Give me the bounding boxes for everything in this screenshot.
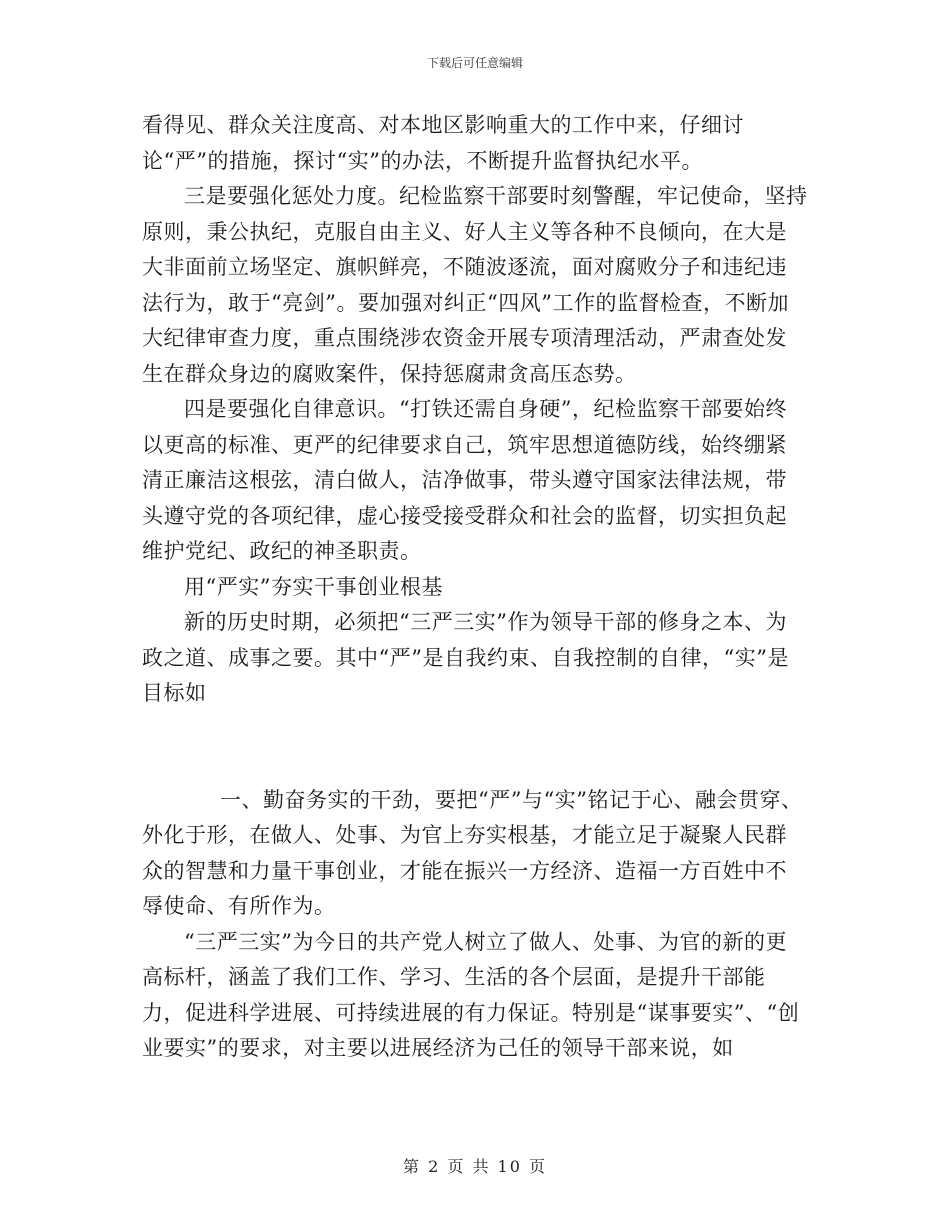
paragraph-section-one: 一、勤奋务实的干劲，要把“严”与“实”铭记于心、融会贯穿、外化于形，在做人、处事、为官上夯实根基，才能立足于凝聚人民群众的智慧和力量干事创业，才能在振兴一方经济、造福一方百姓中不辱使命、有所作为。 bbox=[142, 787, 803, 918]
section-heading: 用“严实”夯实干事创业根基 bbox=[184, 574, 443, 599]
paragraph-gap bbox=[142, 712, 808, 783]
paragraph-point-three: 三是要强化惩处力度。纪检监察干部要时刻警醒，牢记使命，坚持原则，秉公执纪，克服自由主义、好人主义等各种不良倾向，在大是大非面前立场坚定、旗帜鲜亮，不随波逐流，面对腐败分子和违纪违法行为，敢于“亮剑”。要加强对纠正“四风”工作的监督检查，不断加大纪律审查力度，重点围绕涉农资金开展专项清理活动，严肃查处发生在群众身边的腐败案件，保持惩腐肃贪高压态势。 bbox=[142, 184, 808, 386]
page-header: 下载后可任意编辑 bbox=[426, 56, 523, 70]
document-body bbox=[142, 108, 808, 1067]
paragraph-continuation: 看得见、群众关注度高、对本地区影响重大的工作中来，仔细讨论“严”的措施，探讨“实”的办法，不断提升监督执纪水平。 bbox=[142, 113, 744, 173]
paragraph-point-four: 四是要强化自律意识。“打铁还需自身硬”，纪检监察干部要始终以更高的标准、更严的纪律要求自己，筑牢思想道德防线，始终绷紧清正廉洁这根弦，清白做人，洁净做事，带头遵守国家法律法规，带头遵守党的各项纪律，虚心接受接受群众和社会的监督，切实担负起维护党纪、政纪的神圣职责。 bbox=[142, 397, 787, 563]
paragraph-intro: 新的历史时期，必须把“三严三实”作为领导干部的修身之本、为政之道、成事之要。其中“严”是自我约束、自我控制的自律，“实”是目标如 bbox=[142, 610, 789, 705]
paragraph-three-strict: “三严三实”为今日的共产党人树立了做人、处事、为官的新的更高标杆，涵盖了我们工作、学习、生活的各个层面，是提升干部能力，促进科学进展、可持续进展的有力保证。特别是“谋事要实”、“创业要实”的要求，对主要以进展经济为己任的领导干部来说，如 bbox=[142, 929, 800, 1060]
page-number-footer: 第 2 页 共 10 页 bbox=[403, 1157, 547, 1176]
